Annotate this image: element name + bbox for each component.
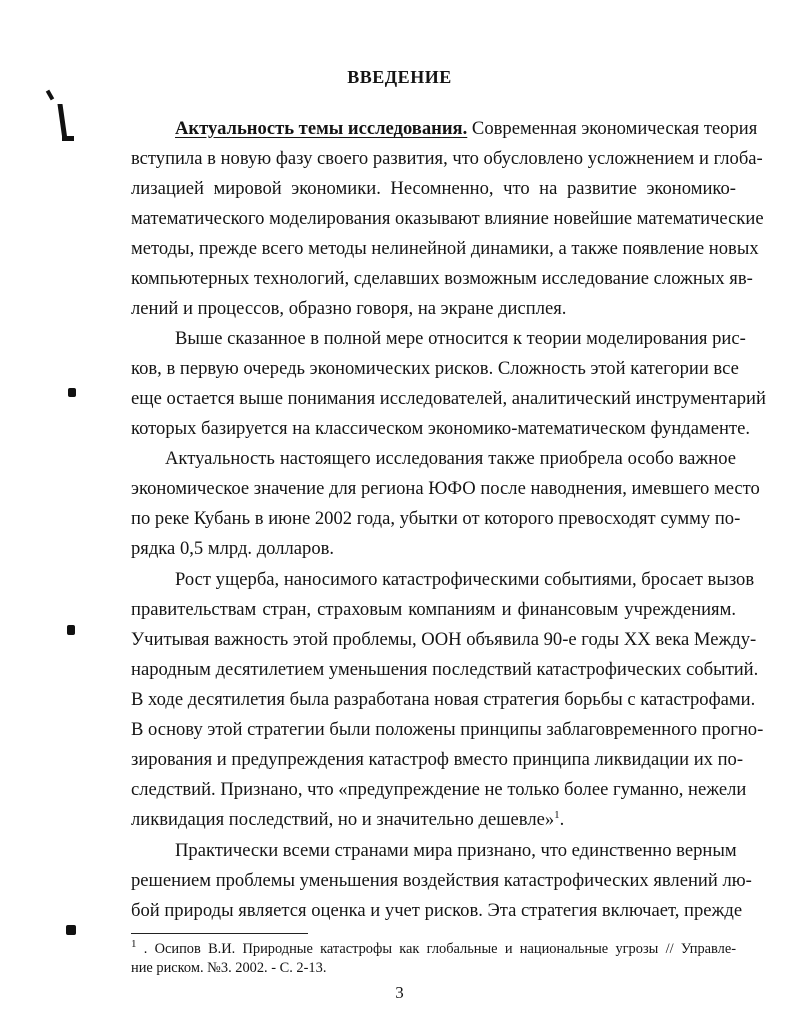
paragraph-line: еще остается выше понимания исследователей, аналитический инструментарий [131, 388, 766, 409]
footnote-line: $^1$ . Осипов В.И. Природные катастрофы как глобальные и национальные угрозы // Управле- [131, 938, 736, 957]
paragraph-line: математического моделирования оказывают влияние новейшие математические [131, 208, 764, 229]
scan-speck-3 [67, 625, 75, 635]
paragraph-line: по реке Кубань в июне 2002 года, убытки от которого превосходят сумму по- [131, 508, 741, 529]
scan-mark-top-tail [62, 136, 74, 141]
lead-term: Актуальность темы исследования. [175, 118, 468, 139]
paragraph-line: компьютерных технологий, сделавших возможным исследование сложных яв- [131, 268, 753, 289]
paragraph-line: Практически всеми странами мира признано, что единственно верным [175, 840, 737, 861]
scan-speck-2 [68, 388, 76, 397]
paragraph-line: экономическое значение для региона ЮФО после наводнения, имевшего место [131, 478, 760, 499]
paragraph-line: Актуальность темы исследования. Современная экономическая теория [175, 118, 758, 139]
scan-speck-4 [66, 925, 76, 935]
footnote-divider [131, 933, 308, 934]
paragraph-line: которых базируется на классическом экономико-математическом фундаменте. [131, 418, 751, 439]
paragraph-line: Выше сказанное в полной мере относится к теории моделирования рис- [175, 328, 746, 349]
paragraph-line: Учитывая важность этой проблемы, ООН объявила 90-е годы XX века Между- [131, 629, 757, 650]
paragraph-line: методы, прежде всего методы нелинейной динамики, а также появление новых [131, 238, 759, 259]
paragraph-line: Актуальность настоящего исследования также приобрела особо важное [165, 448, 736, 469]
paragraph-line: зирования и предупреждения катастроф вместо принципа ликвидации их по- [131, 749, 744, 770]
paragraph-line: лений и процессов, образно говоря, на экране дисплея. [131, 298, 567, 319]
paragraph-line: лизацией мировой экономики. Несомненно, что на развитие экономико- [131, 178, 736, 199]
paragraph-line: рядка 0,5 млрд. долларов. [131, 538, 335, 559]
paragraph-line: В ходе десятилетия была разработана новая стратегия борьбы с катастрофами. [131, 689, 756, 710]
paragraph-line: ликвидация последствий, но и значительно дешевле»$^1$. [131, 808, 565, 830]
footnote-line: ние риском. №3. 2002. - С. 2-13. [131, 960, 327, 976]
page-number: 3 [395, 983, 404, 1002]
paragraph-line: Рост ущерба, наносимого катастрофическими событиями, бросает вызов [175, 569, 755, 590]
page-title: ВВЕДЕНИЕ [347, 67, 452, 87]
paragraph-line: народным десятилетием уменьшения последствий катастрофических событий. [131, 659, 759, 680]
footnote-reference: 1 [554, 808, 560, 821]
footnote-mark: 1 [131, 938, 137, 951]
paragraph-line: правительствам стран, страховым компаниям и финансовым учреждениям. [131, 599, 736, 620]
paragraph-line: ков, в первую очередь экономических рисков. Сложность этой категории все [131, 358, 739, 379]
paragraph-line: решением проблемы уменьшения воздействия катастрофических явлений лю- [131, 870, 752, 891]
paragraph-line: следствий. Признано, что «предупреждение не только более гуманно, нежели [131, 779, 747, 800]
paragraph-line: бой природы является оценка и учет рисков. Эта стратегия включает, прежде [131, 900, 743, 921]
scan-mark-top [57, 104, 67, 140]
paragraph-line: вступила в новую фазу своего развития, что обусловлено усложнением и глоба- [131, 148, 763, 169]
paragraph-line: В основу этой стратегии были положены принципы заблаговременного прогно- [131, 719, 764, 740]
